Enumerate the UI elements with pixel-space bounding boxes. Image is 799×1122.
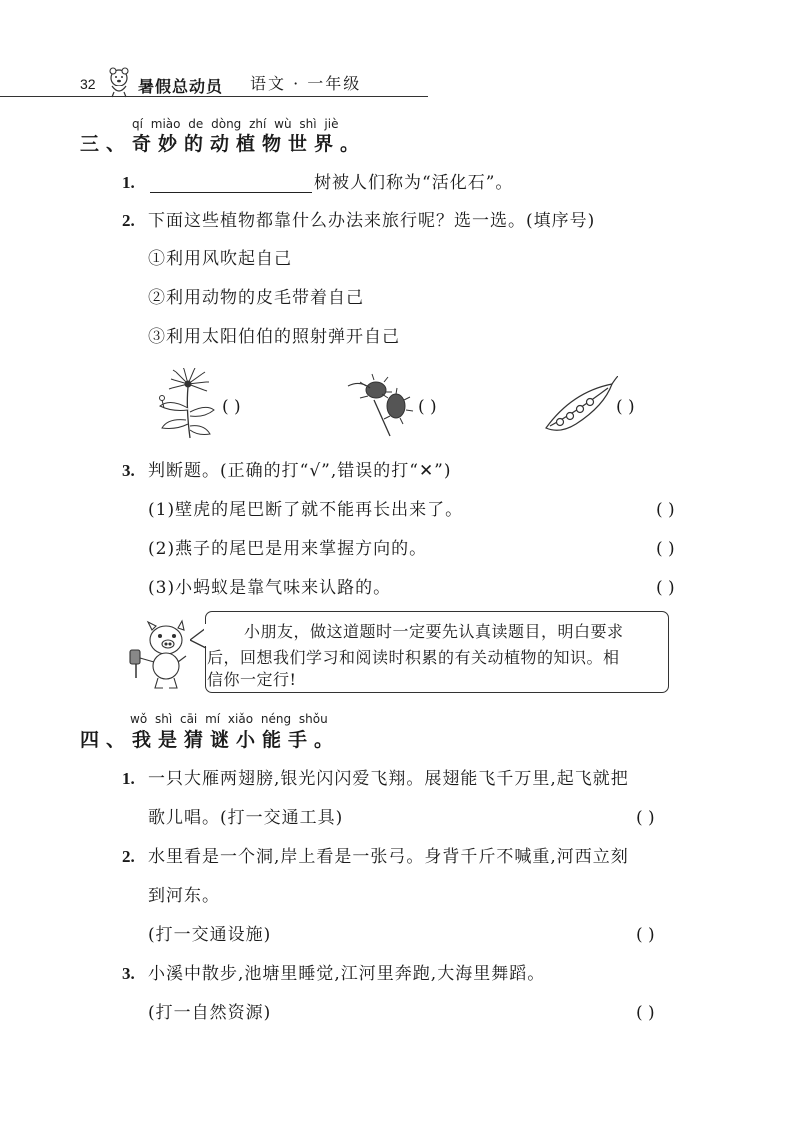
- riddle3-line-2: (打一自然资源): [148, 1003, 272, 1023]
- q2-answer-1[interactable]: ( ): [222, 397, 241, 417]
- q3-answer-1[interactable]: ( ): [656, 500, 675, 520]
- riddle3-answer[interactable]: ( ): [636, 1003, 655, 1023]
- riddle1-answer[interactable]: ( ): [636, 808, 655, 828]
- subject-label: 语文 · 一年级: [250, 74, 362, 93]
- tip-line-2: 后，回想我们学习和阅读时积累的有关动植物的知识。相: [207, 648, 620, 667]
- dandelion-icon: [150, 368, 220, 440]
- q2-option-1: ①利用风吹起自己: [148, 249, 292, 269]
- tip-line-3: 信你一定行!: [207, 670, 297, 689]
- tip-line-1: 小朋友，做这道题时一定要先认真读题目，明白要求: [244, 622, 624, 641]
- brand-title: 暑假总动员: [138, 77, 224, 96]
- riddle3-number: 3.: [122, 964, 135, 983]
- q3-item-3: (3)小蚂蚁是靠气味来认路的。: [148, 578, 392, 598]
- q3-answer-2[interactable]: ( ): [656, 539, 675, 559]
- pea-pod-icon: [542, 376, 618, 438]
- riddle1-line-2: 歌儿唱。(打一交通工具): [148, 808, 344, 828]
- q3-number: 3.: [122, 461, 135, 480]
- bear-mascot-icon: [104, 66, 134, 98]
- pig-mascot-icon: [128, 618, 198, 692]
- riddle1-number: 1.: [122, 769, 135, 788]
- section4-pinyin: wǒ shì cāi mí xiǎo néng shǒu: [130, 712, 328, 726]
- page-number: 32: [80, 76, 96, 92]
- q2-option-3: ③利用太阳伯伯的照射弹开自己: [148, 327, 400, 347]
- q2-answer-2[interactable]: ( ): [418, 397, 437, 417]
- riddle3-line-1: 小溪中散步,池塘里睡觉,江河里奔跑,大海里舞蹈。: [148, 964, 546, 984]
- q3-text: 判断题。(正确的打“√”,错误的打“✕”): [148, 461, 452, 481]
- q3-answer-3[interactable]: ( ): [656, 578, 675, 598]
- section4-title: 四、我是猜谜小能手。: [80, 729, 341, 751]
- riddle2-line-1: 水里看是一个洞,岸上看是一张弓。身背千斤不喊重,河西立刻: [148, 847, 629, 867]
- header-divider: [0, 96, 428, 97]
- q3-item-2: (2)燕子的尾巴是用来掌握方向的。: [148, 539, 428, 559]
- section3-title: 三、奇妙的动植物世界。: [80, 133, 367, 155]
- q2-option-2: ②利用动物的皮毛带着自己: [148, 288, 364, 308]
- q3-item-1: (1)壁虎的尾巴断了就不能再长出来了。: [148, 500, 464, 520]
- riddle1-line-1: 一只大雁两翅膀,银光闪闪爱飞翔。展翅能飞千万里,起飞就把: [148, 769, 629, 789]
- q2-text: 下面这些植物都靠什么办法来旅行呢？选一选。(填序号): [148, 211, 596, 231]
- section3-pinyin: qí miào de dòng zhí wù shì jiè: [132, 117, 339, 131]
- burr-icon: [344, 368, 416, 438]
- q2-answer-3[interactable]: ( ): [616, 397, 635, 417]
- q1-text: 树被人们称为“活化石”。: [314, 173, 514, 193]
- riddle2-line-2: 到河东。: [148, 886, 220, 906]
- q1-answer-blank[interactable]: [150, 192, 312, 193]
- riddle2-line-3: (打一交通设施): [148, 925, 272, 945]
- q1-number: 1.: [122, 173, 135, 192]
- riddle2-number: 2.: [122, 847, 135, 866]
- riddle2-answer[interactable]: ( ): [636, 925, 655, 945]
- q2-number: 2.: [122, 211, 135, 230]
